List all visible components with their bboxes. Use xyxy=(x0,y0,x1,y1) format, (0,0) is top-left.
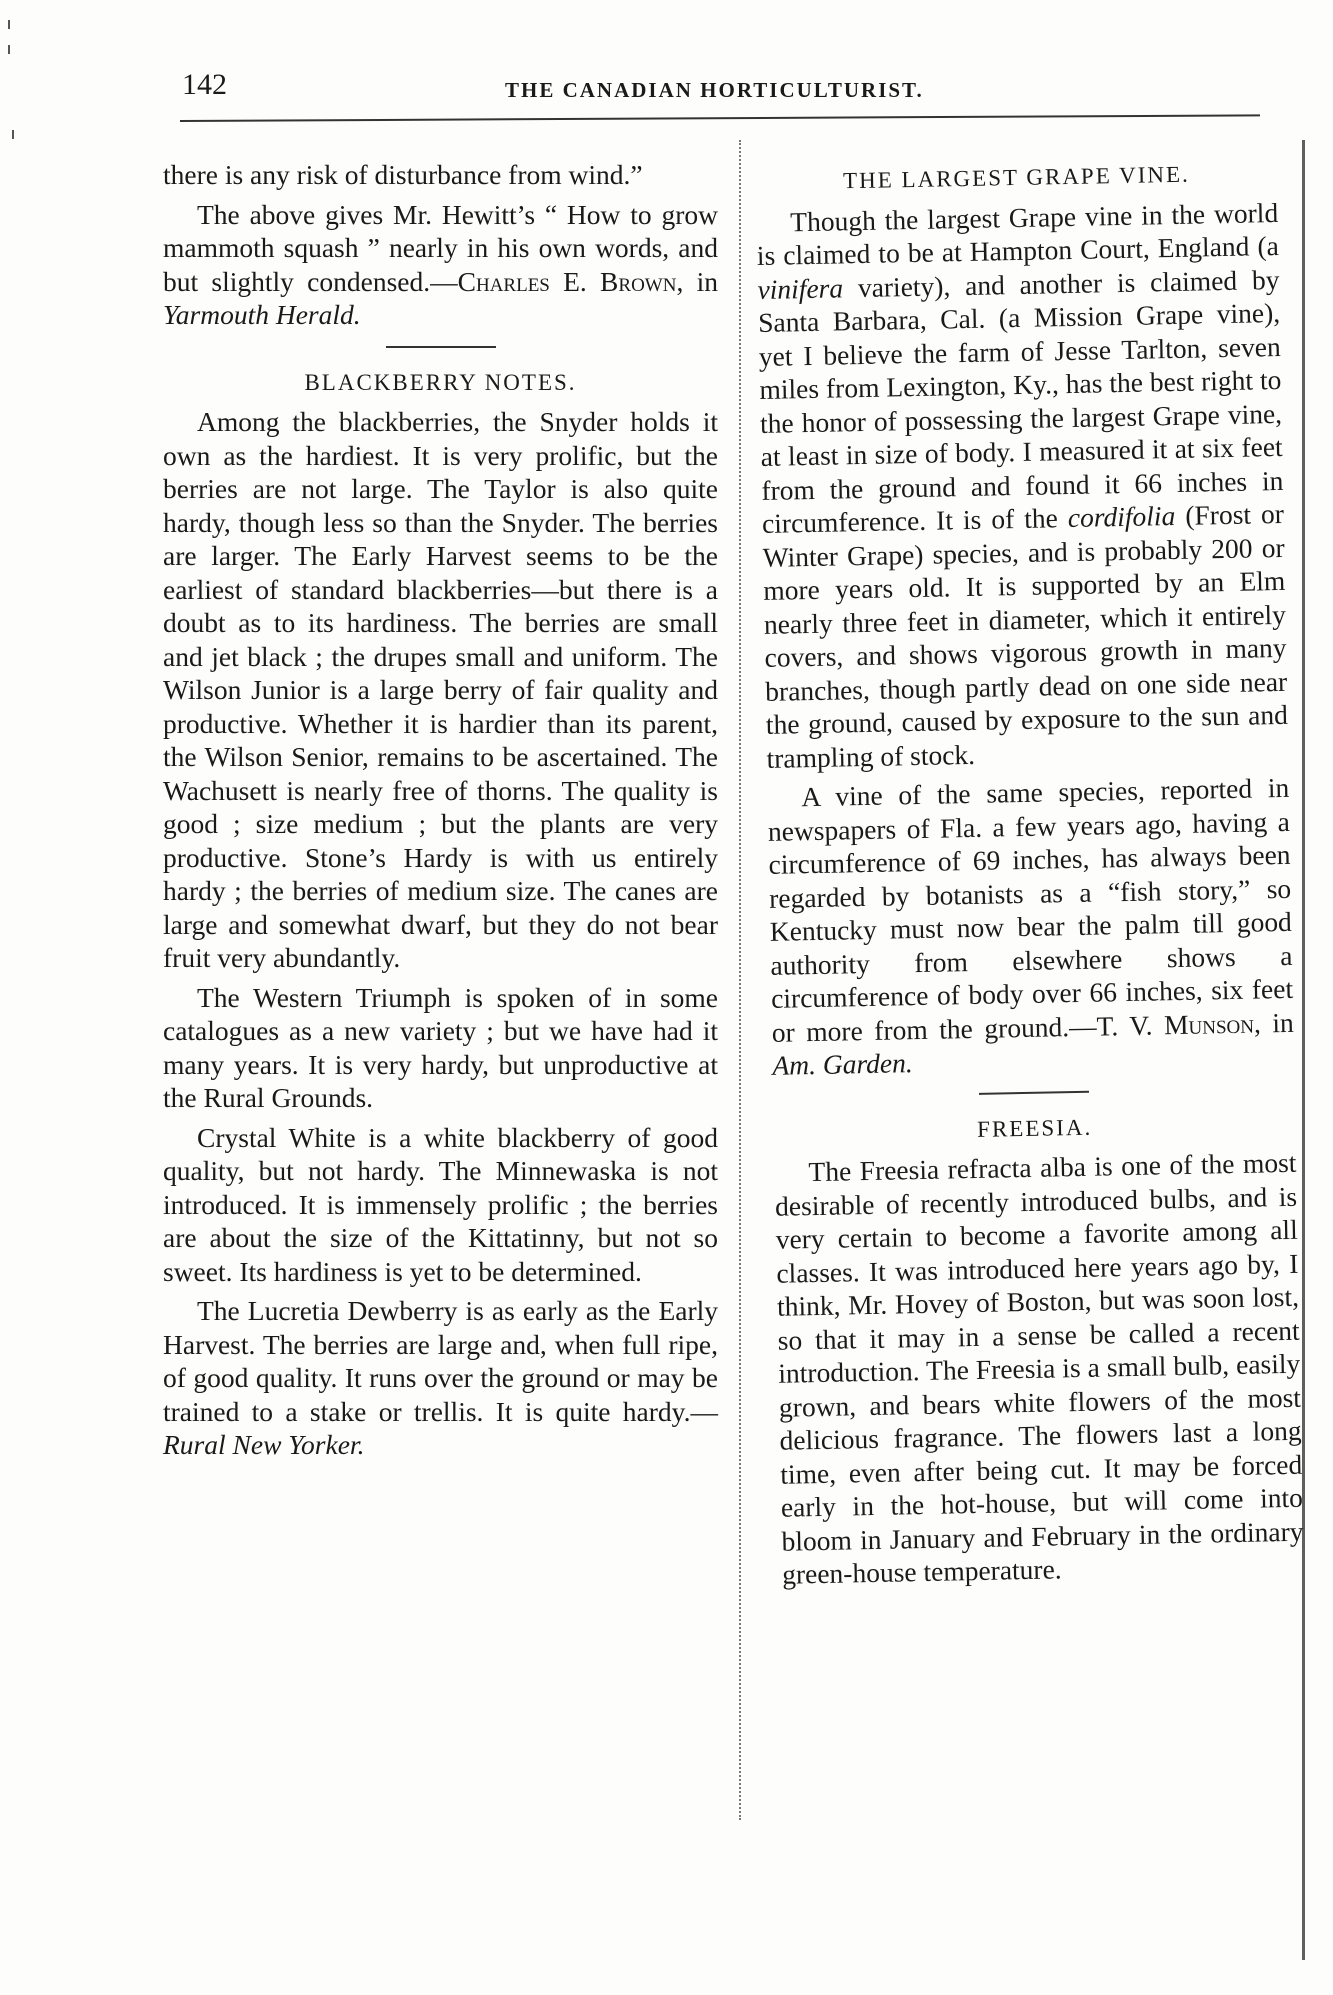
header-rule xyxy=(180,114,1260,122)
author-name: Charles E. Brown xyxy=(457,265,677,297)
scan-speck xyxy=(8,45,10,54)
author-name: Munson xyxy=(1163,1007,1255,1040)
running-title: THE CANADIAN HORTICULTURIST. xyxy=(505,78,924,102)
grape-paragraph-2: A vine of the same species, reported in newspapers of Fla. a few years ago, having a circumference of 69 inches, has always been regarded by botanists as a “fish story,” so Kentucky must now bear the palm till good authority from elsewhere shows a circumference of body over 66 inches, six feet or more from the ground.—T. V. Munson, in Am. Garden. xyxy=(767,771,1294,1081)
source-citation: Yarmouth Herald. xyxy=(163,299,361,330)
section-title-freesia: FREESIA. xyxy=(976,1114,1093,1142)
section-rule xyxy=(386,346,496,348)
section-title-grape-vine: THE LARGEST GRAPE VINE. xyxy=(842,161,1190,194)
source-citation: Rural New Yorker. xyxy=(163,1429,365,1460)
right-column xyxy=(755,148,1305,1597)
section-title-blackberry: BLACKBERRY NOTES. xyxy=(304,369,577,395)
page-edge-shadow xyxy=(1302,140,1305,1960)
blackberry-paragraph-1: Among the blackberries, the Snyder holds it own as the hardiest. It is very prolific, but the berries are not large. The Taylor is also quite hardy, though less so than the Snyder. The berries are larger. The Early Harvest seems to be the earliest of standard blackberries—but there is a doubt as to its hardiness. The berries are small and jet black ; the drupes small and uniform. The Wilson Junior is a large berry of fair quality and productive. Whether it is hardier than its parent, the Wilson Senior, remains to be ascertained. The Wachusett is nearly free of thorns. The quality is good ; size medium ; but the plants are very productive. Stone’s Hardy is with us entirely hardy ; the berries of medium size. The canes are large and somewhat dwarf, but they do not bear fruit very abundantly. xyxy=(163,406,718,973)
scan-speck xyxy=(8,20,10,29)
column-divider xyxy=(739,140,742,1820)
left-column xyxy=(163,158,718,1468)
page-header xyxy=(0,60,1333,120)
hewitt-paragraph: The above gives Mr. Hewitt’s “ How to grow mammoth squash ” nearly in his own words, and but slightly condensed.—Charles E. Brown, in Yarmouth Herald. xyxy=(163,198,718,330)
continued-paragraph: there is any risk of disturbance from wind.” xyxy=(163,159,643,190)
section-rule xyxy=(979,1090,1089,1094)
scan-speck xyxy=(12,130,14,139)
page-number: 142 xyxy=(182,68,227,101)
freesia-paragraph: The Freesia refracta alba is one of the most desirable of recently introduced bulbs, and is very certain to become a favorite among all classes. It was introduced here years ago by, I think, Mr. Hovey of Boston, but was soon lost, so that it may in a sense be called a recent introduction. The Freesia is a small bulb, easily grown, and bears white flowers of the most delicious fragrance. The flowers last a long time, even after being cut. It may be forced early in the hot-house, but will come into bloom in January and February in the ordinary green-house temperature. xyxy=(774,1146,1304,1590)
blackberry-paragraph-2: The Western Triumph is spoken of in some catalogues as a new variety ; but we have had it many years. It is very hardy, but unproductive at the Rural Grounds. xyxy=(163,981,718,1113)
source-citation: Am. Garden. xyxy=(772,1047,913,1081)
blackberry-paragraph-3: Crystal White is a white blackberry of good quality, but not hardy. The Minnewaska is not introduced. It is immensely prolific ; the berries are about the size of the Kittatinny, but not so sweet. Its hardiness is yet to be determined. xyxy=(163,1121,718,1287)
blackberry-paragraph-4: The Lucretia Dewberry is as early as the Early Harvest. The berries are large and, when full ripe, of good quality. It runs over the ground or may be trained to a stake or trellis. It is quite hardy.—Rural New Yorker. xyxy=(163,1295,718,1460)
grape-paragraph-1: Though the largest Grape vine in the world is claimed to be at Hampton Court, England (a vinifera variety), and another is claimed by Santa Barbara, Cal. (a Mission Grape vine), yet I believe the farm of Jesse Tarlton, seven miles from Lexington, Ky., has the best right to the honor of possessing the largest Grape vine, at least in size of body. I measured it at six feet from the ground and found it 66 inches in circumference. It is of the cordifolia (Frost or Winter Grape) species, and is probably 200 or more years old. It is supported by an Elm nearly three feet in diameter, which it entirely covers, and shows vigorous growth in many branches, though partly dead on one side near the ground, caused by exposure to the sun and trampling of stock. xyxy=(756,196,1289,774)
